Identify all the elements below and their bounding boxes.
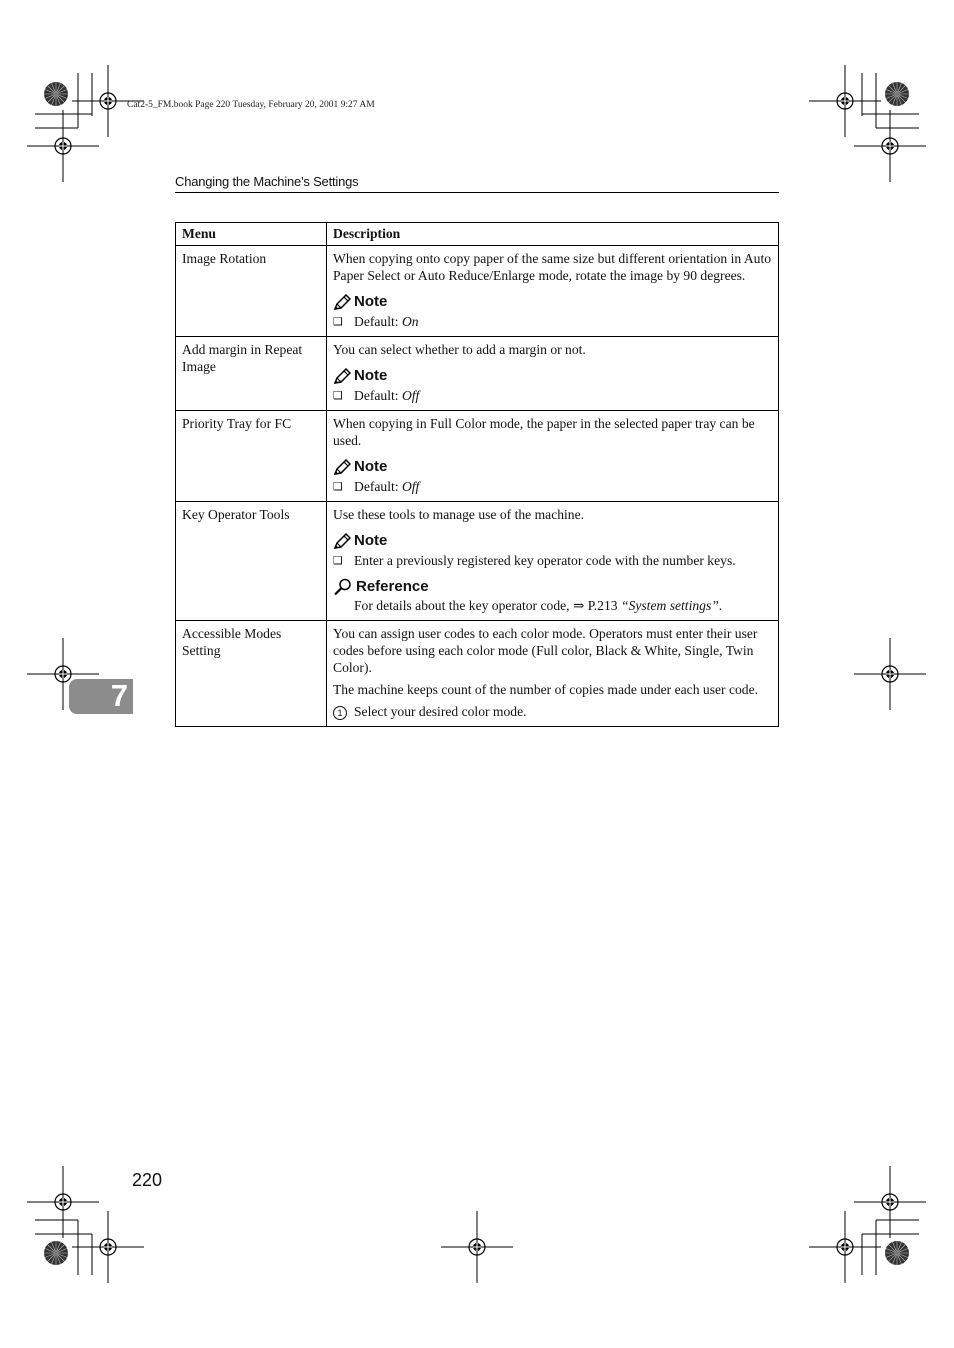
table-row	[176, 246, 779, 337]
registration-mark	[809, 65, 881, 137]
note-heading	[333, 531, 772, 551]
color-wheel-mark	[885, 82, 909, 106]
description-cell	[327, 621, 779, 727]
pencil-icon	[333, 533, 351, 550]
menu-cell: Priority Tray for FC	[176, 411, 327, 502]
color-wheel-mark	[44, 82, 68, 106]
color-wheel-mark	[885, 1241, 909, 1265]
checkbox-bullet-icon: ❑	[333, 480, 343, 493]
description-text: You can assign user codes to each color mode. Operators must enter their user codes before using each color mode (Full color, Black & White, Single, Twin Color).	[333, 626, 758, 675]
table-header-row	[176, 223, 779, 246]
note-item	[333, 313, 772, 330]
column-header-description: Description	[327, 223, 779, 246]
page-number: 220	[132, 1170, 163, 1190]
registration-mark	[72, 1211, 144, 1283]
description-cell	[327, 246, 779, 337]
menu-cell: Key Operator Tools	[176, 502, 327, 621]
table-row	[176, 411, 779, 502]
table-row	[176, 502, 779, 621]
registration-mark	[27, 1166, 99, 1238]
pencil-icon	[333, 459, 351, 476]
reference-title: Reference	[356, 578, 429, 595]
reference-heading	[333, 577, 772, 597]
checkbox-bullet-icon: ❑	[333, 554, 343, 567]
menu-cell: Add margin in Repeat Image	[176, 337, 327, 411]
menu-cell: Image Rotation	[176, 246, 327, 337]
table-row	[176, 621, 779, 727]
default-label: Default:	[354, 314, 402, 329]
note-item	[333, 478, 772, 495]
magnifier-icon	[333, 578, 353, 596]
default-label: Default:	[354, 479, 402, 494]
pencil-icon	[333, 294, 351, 311]
reference-link[interactable]: “System settings”	[620, 598, 719, 613]
registration-mark	[441, 1211, 513, 1283]
reference-text: For details about the key operator code, ⇒ P.213 “System settings”.	[354, 598, 723, 613]
checkbox-bullet-icon: ❑	[333, 389, 343, 402]
default-label: Default:	[354, 388, 402, 403]
note-title: Note	[354, 532, 388, 549]
pencil-icon	[333, 368, 351, 385]
note-heading	[333, 457, 772, 477]
description-text: The machine keeps count of the number of copies made under each user code.	[333, 682, 759, 697]
note-heading	[333, 366, 772, 386]
menu-cell: Accessible Modes Setting	[176, 621, 327, 727]
default-value: Off	[401, 388, 420, 403]
note-title: Note	[354, 293, 388, 310]
registration-mark	[809, 1211, 881, 1283]
default-value: Off	[401, 479, 420, 494]
settings-table	[175, 222, 779, 727]
note-item	[333, 552, 772, 569]
chapter-number: 7	[110, 678, 128, 713]
column-header-menu: Menu	[176, 223, 327, 246]
description-text: You can select whether to add a margin or not.	[333, 342, 586, 357]
color-wheel-mark	[44, 1241, 68, 1265]
registration-mark	[854, 638, 926, 710]
step-text: Select your desired color mode.	[354, 704, 527, 719]
registration-mark	[854, 1166, 926, 1238]
note-title: Note	[354, 458, 388, 475]
description-text: Use these tools to manage use of the machine.	[333, 507, 585, 522]
note-title: Note	[354, 367, 388, 384]
table-row	[176, 337, 779, 411]
note-item	[333, 387, 772, 404]
running-header: Changing the Machine's Settings	[175, 174, 779, 193]
step-number: 1	[333, 706, 347, 720]
registration-mark	[27, 110, 99, 182]
note-text: Enter a previously registered key operator code with the number keys.	[354, 553, 736, 568]
checkbox-bullet-icon: ❑	[333, 315, 343, 328]
description-text: When copying in Full Color mode, the paper in the selected paper tray can be used.	[333, 416, 755, 448]
chapter-tab	[69, 679, 133, 714]
description-text: When copying onto copy paper of the same size but different orientation in Auto Paper Select or Auto Reduce/Enlarge mode, rotate the image by 90 degrees.	[333, 251, 772, 283]
step-item	[333, 703, 772, 720]
description-cell	[327, 411, 779, 502]
print-slug: Cat2-5_FM.book Page 220 Tuesday, February 20, 2001 9:27 AM	[127, 100, 375, 110]
default-value: On	[401, 314, 419, 329]
description-cell	[327, 337, 779, 411]
note-heading	[333, 292, 772, 312]
description-cell	[327, 502, 779, 621]
registration-mark	[854, 110, 926, 182]
